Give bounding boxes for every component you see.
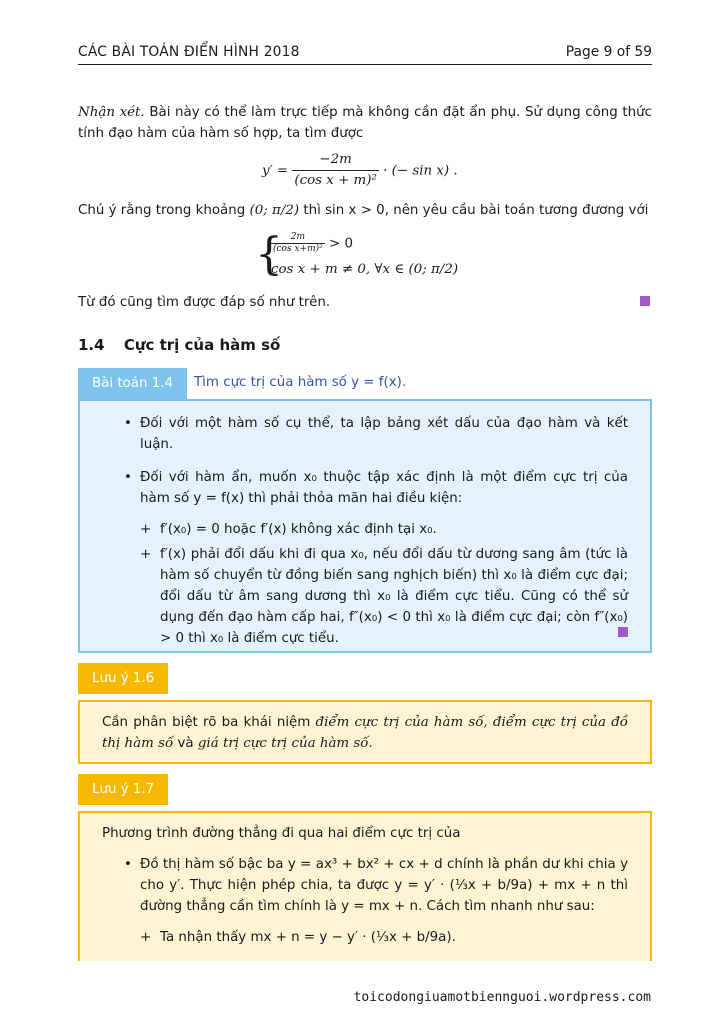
remark-note: [78, 200, 652, 221]
derivative-formula: [262, 150, 458, 191]
note-suffix: thì sin x > 0, nên yêu cầu bài toán tương đương với: [303, 203, 649, 218]
problem-tag: Bài toán 1.4: [78, 368, 187, 399]
bullet-text: Đối với hàm ẩn, muốn x₀ thuộc tập xác định là một điểm cực trị của hàm số y = f(x) thì phải thỏa mãn hai điều kiện:: [140, 470, 628, 506]
list-item: [124, 467, 628, 649]
note16-term2: giá trị cực trị của hàm số.: [197, 736, 373, 751]
note-prefix: Chú ý rằng trong khoảng: [78, 203, 246, 218]
formula-fraction: [292, 150, 379, 191]
section-title: Cực trị của hàm số: [123, 336, 281, 354]
note17-tag: Lưu ý 1.7: [78, 774, 168, 805]
remark-label: Nhận xét.: [78, 105, 145, 120]
list-item: + Ta nhận thấy mx + n = y − y′ · (⅓x + b/9a).: [140, 927, 628, 948]
system-brace: {: [255, 229, 283, 280]
qed-square-icon: [618, 627, 628, 637]
problem-bullets: [124, 413, 628, 649]
note16-term1: điểm cực trị của hàm số, điểm cực trị của đồ thị hàm số: [102, 715, 628, 751]
condition-list: [140, 519, 628, 649]
header-title: CÁC BÀI TOÁN ĐIỂN HÌNH 2018: [78, 44, 300, 60]
footer-url: toicodongiuamotbiennguoi.wordpress.com: [353, 990, 651, 1005]
system-line-2: cos x + m ≠ 0, ∀x ∈ (0; π/2): [271, 262, 459, 277]
bullet-text: Đồ thị hàm số bậc ba y = ax³ + bx² + cx + d chính là phần dư khi chia y cho y′. Thực hiện phép chia, ta được y = y′ · (⅓x + b/9a) + mx + n thì đường thẳng cần tìm chính là y = mx + n. Cách tìm nhanh như sau:: [140, 857, 628, 914]
list-item: [124, 854, 628, 948]
section-number: 1.4: [78, 336, 105, 354]
page-number: Page 9 of 59: [565, 44, 652, 60]
condition-system: [255, 229, 495, 284]
remark-text: Bài này có thể làm trực tiếp mà không cần đặt ẩn phụ. Sử dụng công thức tính đạo hàm của hàm số hợp, ta tìm được: [78, 105, 652, 141]
problem-box: [78, 399, 652, 653]
formula-rest: · (− sin x) .: [383, 163, 458, 179]
note16-box: [78, 700, 652, 764]
system-fraction: [271, 232, 325, 255]
system-line-1: [271, 232, 353, 255]
page-header: [78, 44, 652, 65]
list-item: • Đối với một hàm số cụ thể, ta lập bảng xét dấu của đạo hàm và kết luận.: [124, 413, 628, 455]
formula-numerator: −2m: [292, 150, 379, 171]
note16-prefix: Cần phân biệt rõ ba khái niệm: [102, 715, 311, 730]
remark-conclusion: Từ đó cũng tìm được đáp số như trên.: [78, 295, 331, 310]
system-denominator: (cos x+m)²: [273, 244, 323, 254]
note17-bullets: [124, 854, 628, 948]
system-line1-rest: > 0: [329, 236, 353, 252]
section-heading: [78, 336, 280, 354]
formula-lhs: y′ =: [262, 163, 289, 179]
qed-square-icon: [640, 296, 650, 306]
note16-tag: Lưu ý 1.6: [78, 663, 168, 694]
system-numerator: 2m: [271, 232, 325, 244]
list-item: + f′(x₀) = 0 hoặc f′(x) không xác định tại x₀.: [140, 519, 628, 540]
note-interval: (0; π/2): [249, 203, 300, 218]
note16-and: và: [177, 736, 194, 751]
note17-box: [78, 811, 652, 961]
formula-denominator: (cos x + m)²: [294, 173, 377, 188]
list-item: + f′(x) phải đổi dấu khi đi qua x₀, nếu đổi dấu từ dương sang âm (tức là hàm số chuyển từ đồng biến sang nghịch biến) thì x₀ là điểm cực đại; đổi dấu từ âm sang dương thì x₀ là điểm cực tiểu. Cũng có thể sử dụng đến đạo hàm cấp hai, f″(x₀) < 0 thì x₀ là điểm cực đại; còn f″(x₀) > 0 thì x₀ là điểm cực tiểu.: [140, 544, 628, 649]
problem-title: Tìm cực trị của hàm số y = f(x).: [194, 375, 407, 390]
remark-paragraph: [78, 102, 652, 144]
note17-sublist: [140, 927, 628, 948]
note17-intro: Phương trình đường thẳng đi qua hai điểm cực trị của: [102, 826, 461, 841]
